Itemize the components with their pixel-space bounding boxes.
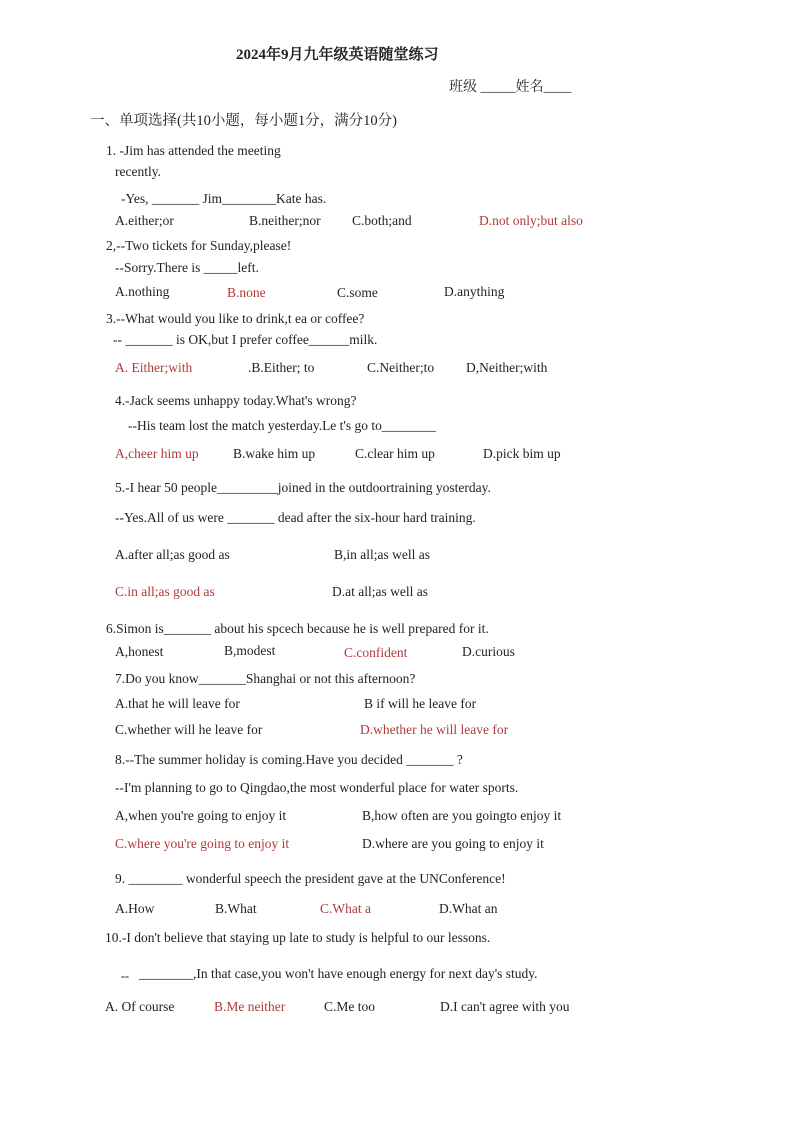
q10-option-b-answer: B.Me neither bbox=[214, 999, 286, 1014]
q10-stem: 10.-I don't believe that staying up late to study is helpful to our lessons. bbox=[105, 930, 491, 945]
page-title: 2024年9月九年级英语随堂练习 bbox=[236, 47, 439, 63]
q5-option-b: B,in all;as well as bbox=[334, 547, 430, 562]
q6-option-a: A,honest bbox=[115, 644, 164, 659]
q1-stem-cont: recently. bbox=[115, 164, 161, 179]
q4-option-b: B.wake him up bbox=[233, 446, 316, 461]
q2-option-d: D.anything bbox=[444, 284, 505, 299]
q7-option-b: B if will he leave for bbox=[364, 696, 477, 711]
section-heading: 一、单项选择(共10小题，每小题1分，满分10分) bbox=[90, 113, 397, 129]
q9-option-c-answer: C.What a bbox=[320, 901, 371, 916]
q7-stem: 7.Do you know_______Shanghai or not this afternoon? bbox=[115, 671, 416, 686]
q5-option-d: D.at all;as well as bbox=[332, 584, 428, 599]
q8-stem: 8.--The summer holiday is coming.Have you decided _______ ? bbox=[115, 752, 463, 767]
q8-reply: --I'm planning to go to Qingdao,the most wonderful place for water sports. bbox=[115, 780, 519, 795]
q6-option-c-answer: C.confident bbox=[344, 645, 408, 660]
q3-stem: 3.--What would you like to drink,t ea or coffee? bbox=[106, 311, 365, 326]
q8-option-b: B,how often are you goingto enjoy it bbox=[362, 808, 562, 823]
q1-stem: 1. -Jim has attended the meeting bbox=[106, 143, 281, 158]
q10-option-c: C.Me too bbox=[324, 999, 376, 1014]
q4-stem: 4.-Jack seems unhappy today.What's wrong? bbox=[115, 393, 357, 408]
q4-reply: --His team lost the match yesterday.Le t's go to________ bbox=[128, 418, 436, 433]
q2-reply: --Sorry.There is _____left. bbox=[115, 260, 259, 275]
q8-option-c-answer: C.where you're going to enjoy it bbox=[115, 836, 290, 851]
q1-option-c: C.both;and bbox=[352, 213, 412, 228]
q1-reply: -Yes, _______ Jim________Kate has. bbox=[121, 191, 327, 206]
q8-option-a: A,when you're going to enjoy it bbox=[115, 808, 287, 823]
q10-option-d: D.I can't agree with you bbox=[440, 999, 570, 1014]
q8-option-d: D.where are you going to enjoy it bbox=[362, 836, 544, 851]
q7-option-c: C.whether will he leave for bbox=[115, 722, 263, 737]
q5-option-c-answer: C.in all;as good as bbox=[115, 584, 215, 599]
q6-option-d: D.curious bbox=[462, 644, 515, 659]
q1-option-b: B.neither;nor bbox=[249, 213, 321, 228]
q4-option-c: C.clear him up bbox=[355, 446, 435, 461]
q5-reply: --Yes.All of us were _______ dead after the six-hour hard training. bbox=[115, 510, 476, 525]
q2-stem: 2,--Two tickets for Sunday,please! bbox=[106, 238, 292, 253]
q4-option-a-answer: A,cheer him up bbox=[115, 446, 199, 461]
q7-option-d-answer: D.whether he will leave for bbox=[360, 722, 509, 737]
q9-option-a: A.How bbox=[115, 901, 155, 916]
q10-option-a: A. Of course bbox=[105, 999, 175, 1014]
q3-option-c: C.Neither;to bbox=[367, 360, 435, 375]
q3-option-a-answer: A. Either;with bbox=[115, 360, 193, 375]
q10-reply-dash: -- bbox=[121, 969, 129, 983]
q6-stem: 6.Simon is_______ about his spcech because he is well prepared for it. bbox=[106, 621, 489, 636]
q1-option-d-answer: D.not only;but also bbox=[479, 213, 583, 228]
q3-reply: -- _______ is OK,but I prefer coffee______milk. bbox=[113, 332, 378, 347]
q5-option-a: A.after all;as good as bbox=[115, 547, 230, 562]
q9-option-b: B.What bbox=[215, 901, 257, 916]
q9-option-d: D.What an bbox=[439, 901, 498, 916]
q2-option-c: C.some bbox=[337, 285, 378, 300]
q1-option-a: A.either;or bbox=[115, 213, 174, 228]
q3-option-d: D,Neither;with bbox=[466, 360, 548, 375]
q3-option-b: .B.Either; to bbox=[248, 360, 315, 375]
q7-option-a: A.that he will leave for bbox=[115, 696, 240, 711]
q6-option-b: B,modest bbox=[224, 643, 276, 658]
q10-reply: ________,In that case,you won't have enough energy for next day's study. bbox=[139, 966, 538, 981]
class-name-line: 班级 _____姓名____ bbox=[449, 80, 572, 95]
q5-stem: 5.-I hear 50 people_________joined in the outdoortraining yosterday. bbox=[115, 480, 491, 495]
q9-stem: 9. ________ wonderful speech the president gave at the UNConference! bbox=[115, 871, 506, 886]
q2-option-b-answer: B.none bbox=[227, 285, 266, 300]
q4-option-d: D.pick bim up bbox=[483, 446, 561, 461]
q2-option-a: A.nothing bbox=[115, 284, 170, 299]
